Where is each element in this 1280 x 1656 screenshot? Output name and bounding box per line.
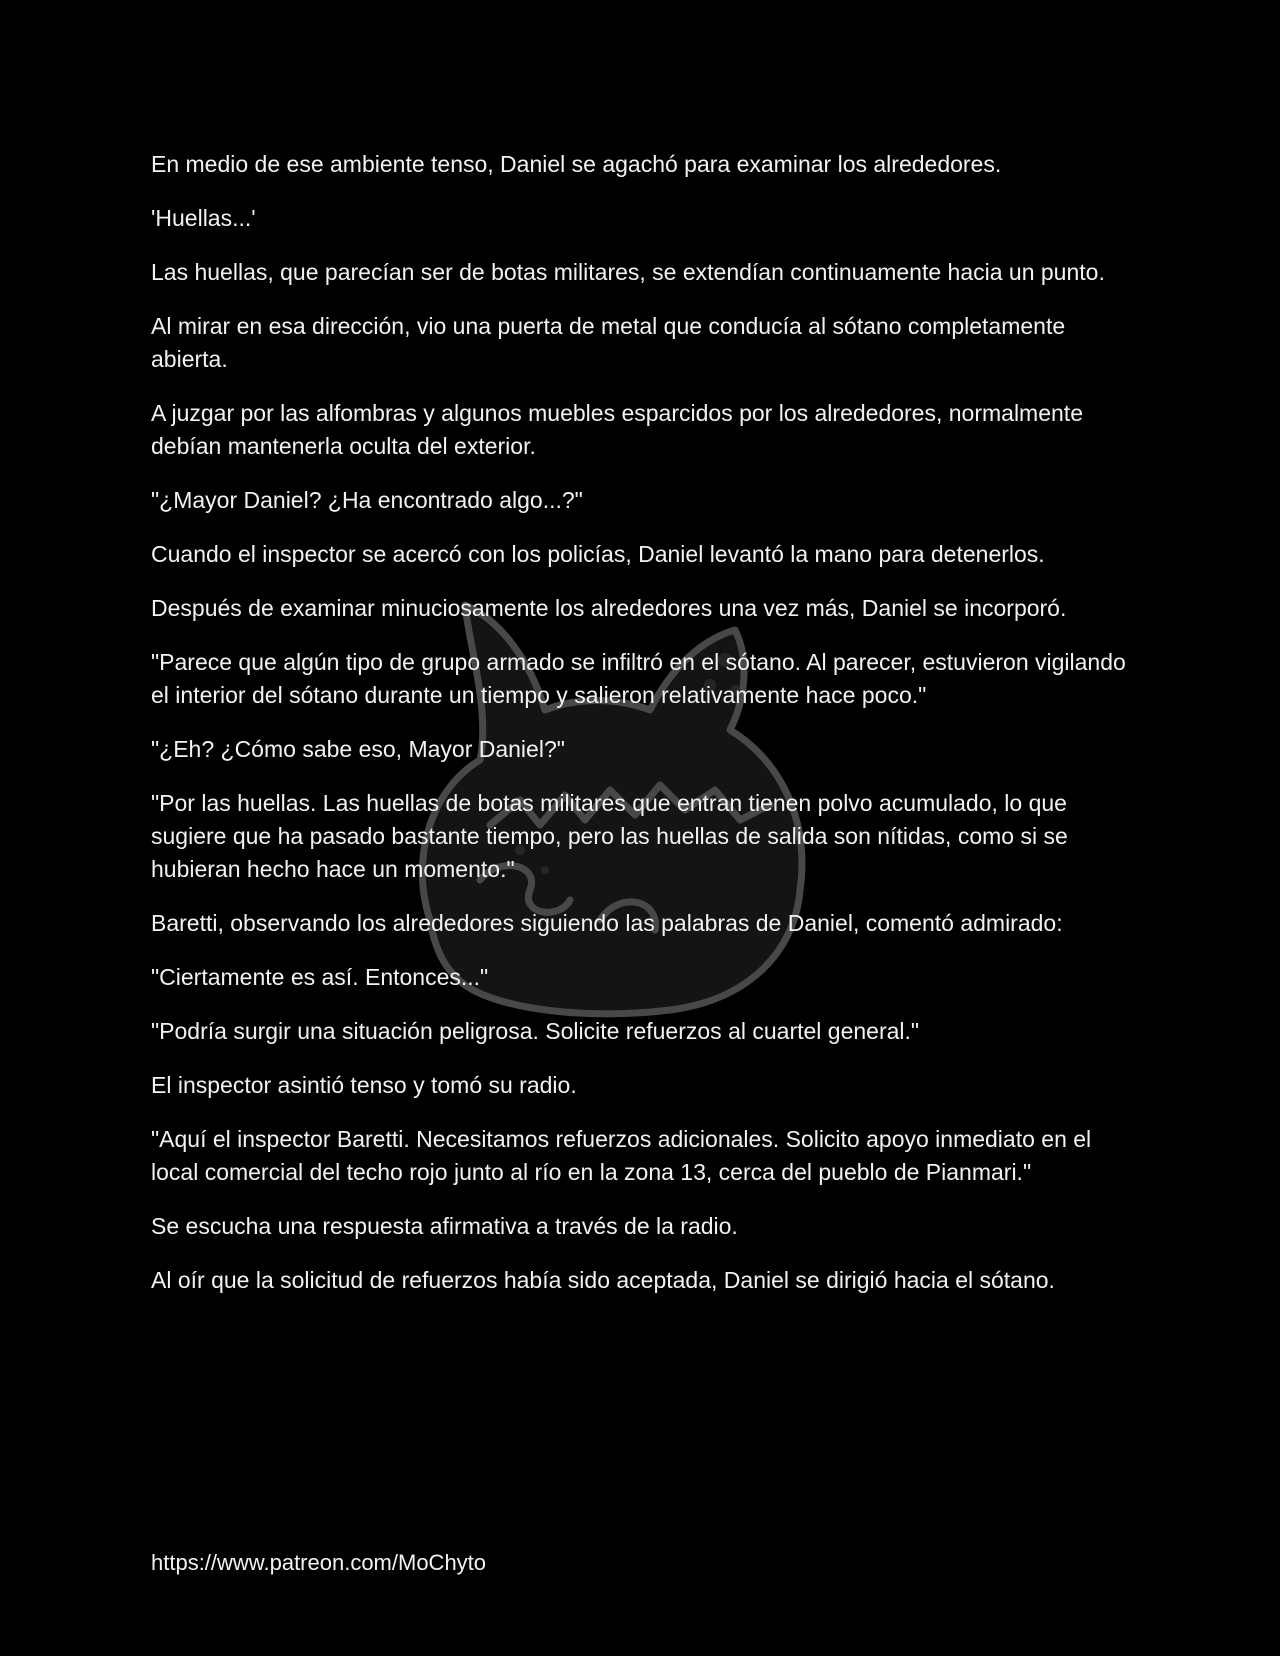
paragraph: "Parece que algún tipo de grupo armado se infiltró en el sótano. Al parecer, estuvieron vigilando el interior del sótano durante un tiempo y salieron relativamente hace poco." (151, 649, 1126, 708)
paragraph: "¿Mayor Daniel? ¿Ha encontrado algo...?" (151, 487, 583, 513)
patreon-link[interactable]: https://www.patreon.com/MoChyto (151, 1550, 487, 1575)
chapter-text (151, 148, 1141, 1318)
paragraph: Después de examinar minuciosamente los alrededores una vez más, Daniel se incorporó. (151, 595, 1067, 621)
paragraph: "¿Eh? ¿Cómo sabe eso, Mayor Daniel?" (151, 736, 565, 762)
paragraph: Al mirar en esa dirección, vio una puerta de metal que conducía al sótano completamente abierta. (151, 313, 1066, 372)
paragraph: A juzgar por las alfombras y algunos muebles esparcidos por los alrededores, normalmente debían mantenerla oculta del exterior. (151, 400, 1083, 459)
paragraph: Cuando el inspector se acercó con los policías, Daniel levantó la mano para detenerlos. (151, 541, 1045, 567)
paragraph: "Por las huellas. Las huellas de botas militares que entran tienen polvo acumulado, lo que sugiere que ha pasado bastante tiempo, pero las huellas de salida son nítidas, como si se hubieran hecho hace un momento." (151, 790, 1068, 882)
paragraph: 'Huellas...' (151, 205, 256, 231)
paragraph: El inspector asintió tenso y tomó su radio. (151, 1072, 577, 1098)
paragraph: Las huellas, que parecían ser de botas militares, se extendían continuamente hacia un punto. (151, 259, 1105, 285)
paragraph: En medio de ese ambiente tenso, Daniel se agachó para examinar los alrededores. (151, 151, 1002, 177)
paragraph: Se escucha una respuesta afirmativa a través de la radio. (151, 1213, 738, 1239)
paragraph: "Ciertamente es así. Entonces..." (151, 964, 489, 990)
paragraph: Al oír que la solicitud de refuerzos había sido aceptada, Daniel se dirigió hacia el sótano. (151, 1267, 1055, 1293)
paragraph: "Aquí el inspector Baretti. Necesitamos refuerzos adicionales. Solicito apoyo inmediato en el local comercial del techo rojo junto al río en la zona 13, cerca del pueblo de Pianmari." (151, 1126, 1092, 1185)
paragraph: Baretti, observando los alrededores siguiendo las palabras de Daniel, comentó admirado: (151, 910, 1063, 936)
paragraph: "Podría surgir una situación peligrosa. Solicite refuerzos al cuartel general." (151, 1018, 920, 1044)
